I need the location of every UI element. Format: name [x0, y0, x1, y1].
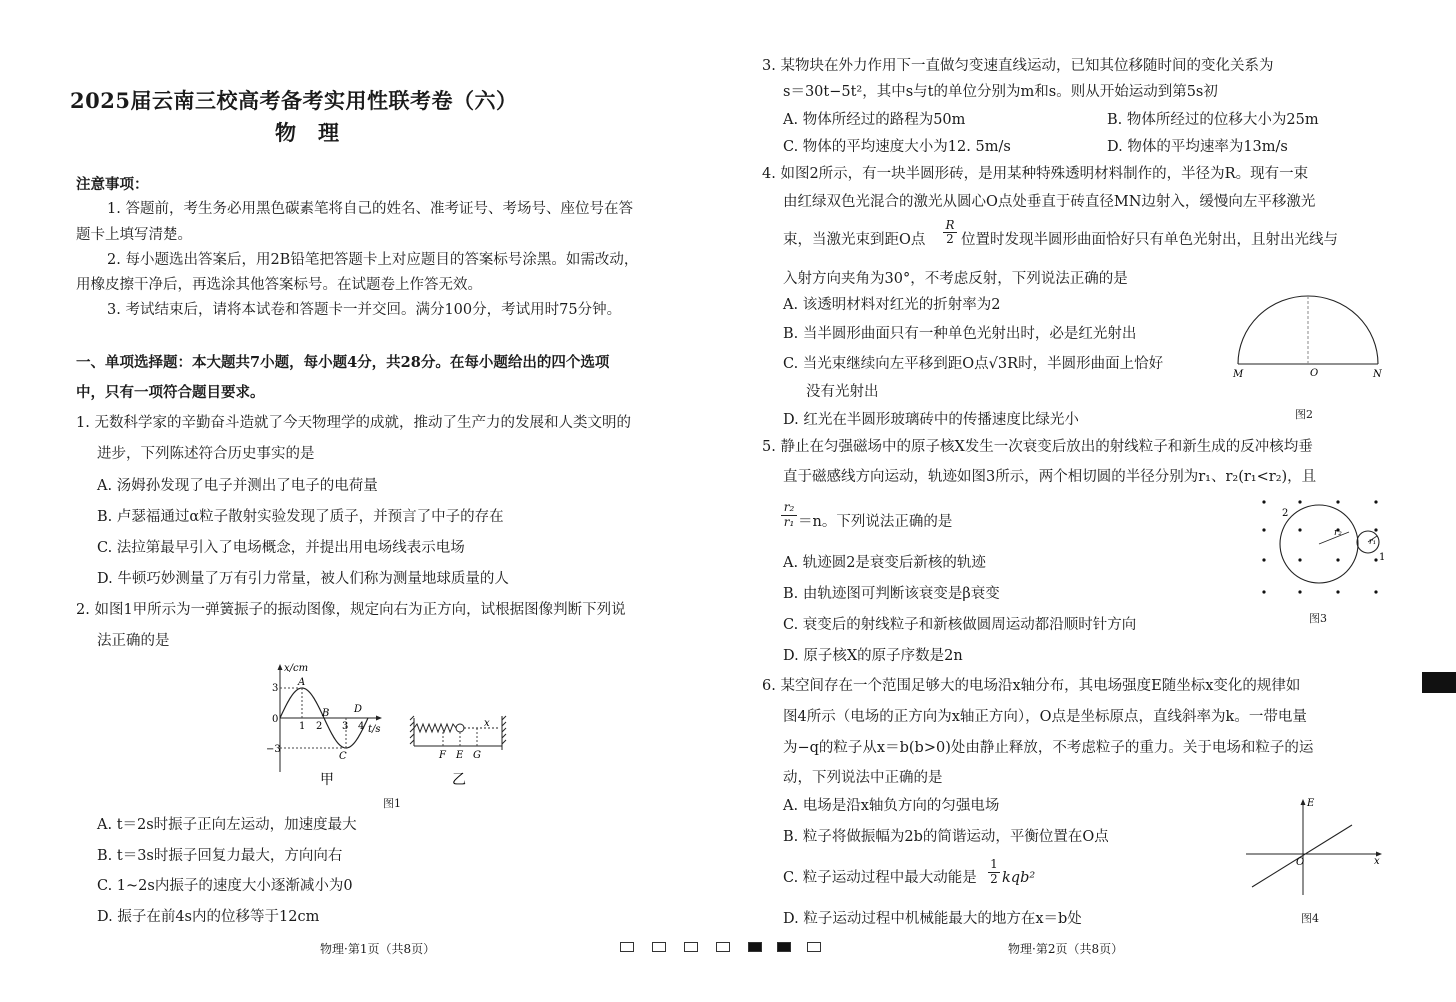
- section-heading-cont: 中，只有一项符合题目要求。: [76, 384, 265, 401]
- field-dot: [1374, 590, 1377, 593]
- q1-option-d: D. 牛顿巧妙测量了万有引力常量，被人们称为测量地球质量的人: [97, 571, 509, 587]
- fig1-ylabel: x/cm: [284, 663, 309, 674]
- fig2-caption: 图2: [1295, 408, 1313, 421]
- q4-option-a: A. 该透明材料对红光的折射率为2: [783, 297, 1001, 313]
- footer-right: 物理·第2页（共8页）: [1008, 942, 1124, 956]
- notice-item-3: 3. 考试结束后，请将本试卷和答题卡一并交回。满分100分，考试用时75分钟。: [107, 302, 622, 318]
- fig4-label-x: x: [1374, 856, 1380, 867]
- fig3-label-r2: r₂: [1334, 528, 1342, 538]
- figure-1: [262, 660, 512, 792]
- fig4-label-e: E: [1307, 798, 1315, 809]
- fig1-xtick-4: 4: [358, 721, 365, 732]
- q4-option-b: B. 当半圆形曲面只有一种单色光射出时，必是红光射出: [783, 326, 1137, 342]
- q3-option-d: D. 物体的平均速率为13m/s: [1107, 139, 1288, 155]
- spring-label-g: G: [473, 750, 481, 761]
- q6-option-c-tail: kqb²: [1002, 870, 1036, 886]
- q4-stem-4: 入射方向夹角为30°，不考虑反射，下列说法正确的是: [783, 271, 1128, 287]
- fig2-label-m: M: [1233, 369, 1244, 380]
- side-tab-marker: [1422, 672, 1456, 693]
- fig1-label-yi: 乙: [452, 772, 466, 788]
- q6-frac-den: 2: [990, 871, 998, 886]
- page-mark-6: [777, 942, 791, 952]
- q6-option-a: A. 电场是沿x轴负方向的匀强电场: [783, 798, 1000, 814]
- q3-option-c: C. 物体的平均速度大小为12. 5m/s: [783, 139, 1011, 155]
- fig2-label-o: O: [1310, 368, 1319, 379]
- q6-fraction: [988, 858, 1000, 887]
- q4-frac-den: 2: [946, 232, 954, 247]
- fig4-line: [1252, 825, 1352, 887]
- footer-left: 物理·第1页（共8页）: [320, 942, 436, 956]
- fig1-spring-diagram: [410, 716, 506, 761]
- figure-3: [1252, 494, 1392, 604]
- q5-stem: 5. 静止在匀强磁场中的原子核X发生一次衰变后放出的射线粒子和新生成的反冲核均垂: [762, 439, 1313, 455]
- q3-option-b: B. 物体所经过的位移大小为25m: [1107, 112, 1319, 128]
- fig1-point-c: C: [339, 751, 347, 762]
- q4-stem-2: 由红绿双色光混合的激光从圆心O点处垂直于砖直径MN边射入，缓慢向左平移激光: [783, 194, 1316, 210]
- field-dot: [1262, 528, 1265, 531]
- q2-stem-cont: 法正确的是: [97, 633, 170, 649]
- notice-item-2-cont: 用橡皮擦干净后，再选涂其他答案标号。在试题卷上作答无效。: [76, 277, 482, 293]
- fig1-origin: 0: [272, 714, 279, 725]
- q6-stem-4: 动，下列说法中正确的是: [783, 770, 943, 786]
- q4-frac-num: R: [943, 219, 957, 233]
- page-mark-4: [716, 942, 730, 952]
- fig1-point-d: D: [354, 704, 363, 715]
- figure-2: [1230, 292, 1386, 386]
- spring-label-f: F: [439, 750, 446, 761]
- page-mark-3: [684, 942, 698, 952]
- fig1-point-b: B: [322, 708, 330, 719]
- field-dot: [1298, 528, 1301, 531]
- q5-option-c: C. 衰变后的射线粒子和新核做圆周运动都沿顺时针方向: [783, 617, 1137, 633]
- field-dot: [1298, 500, 1301, 503]
- q1-option-b: B. 卢瑟福通过α粒子散射实验发现了质子，并预言了中子的存在: [97, 509, 504, 525]
- q1-stem-cont: 进步，下列陈述符合历史事实的是: [97, 446, 315, 462]
- field-dot: [1336, 590, 1339, 593]
- notice-item-1: 1. 答题前，考生务必用黑色碳素笔将自己的姓名、准考证号、考场号、座位号在答: [107, 201, 633, 217]
- section-heading: 一、单项选择题：本大题共7小题，每小题4分，共28分。在每小题给出的四个选项: [76, 354, 610, 371]
- page-mark-5: [748, 942, 762, 952]
- q1-stem: 1. 无数科学家的辛勤奋斗造就了今天物理学的成就，推动了生产力的发展和人类文明的: [76, 415, 631, 431]
- q6-option-d: D. 粒子运动过程中机械能最大的地方在x＝b处: [783, 911, 1082, 927]
- fig3-label-r1: r₁: [1369, 537, 1377, 546]
- fig2-label-n: N: [1373, 369, 1382, 380]
- q6-stem-3: 为−q的粒子从x＝b(b>0)处由静止释放，不考虑粒子的重力。关于电场和粒子的运: [783, 740, 1314, 756]
- q4-option-c: C. 当光束继续向左平移到距O点√3R时，半圆形曲面上恰好: [783, 356, 1164, 372]
- q6-option-b: B. 粒子将做振幅为2b的简谐运动，平衡位置在O点: [783, 829, 1109, 845]
- page-mark-1: [620, 942, 634, 952]
- q2-stem: 2. 如图1甲所示为一弹簧振子的振动图像，规定向右为正方向，试根据图像判断下列说: [76, 602, 626, 618]
- q5-fraction: [781, 501, 797, 530]
- field-dot: [1298, 590, 1301, 593]
- field-dot: [1374, 500, 1377, 503]
- q5-stem-3: ＝n。下列说法正确的是: [798, 514, 953, 530]
- q3-stem-cont: s＝30t−5t²，其中s与t的单位分别为m和s。则从开始运动到第5s初: [783, 84, 1218, 100]
- q4-option-d: D. 红光在半圆形玻璃砖中的传播速度比绿光小: [783, 412, 1079, 428]
- q4-fraction: [943, 219, 957, 246]
- field-dot: [1262, 558, 1265, 561]
- q2-option-b: B. t＝3s时振子回复力最大，方向向右: [97, 848, 343, 864]
- fig1-label-jia: 甲: [320, 772, 334, 788]
- notice-heading: 注意事项：: [76, 176, 149, 193]
- page-mark-7: [807, 942, 821, 952]
- q1-option-c: C. 法拉第最早引入了电场概念，并提出用电场线表示电场: [97, 540, 465, 556]
- q2-option-c: C. 1~2s内振子的速度大小逐渐减小为0: [97, 878, 353, 894]
- figure-4: [1240, 795, 1386, 899]
- fig3-label-2: 2: [1282, 508, 1289, 519]
- page-mark-2: [652, 942, 666, 952]
- notice-item-2: 2. 每小题选出答案后，用2B铅笔把答题卡上对应题目的答案标号涂黑。如需改动，: [107, 252, 639, 268]
- field-dot: [1298, 558, 1301, 561]
- field-dot: [1336, 558, 1339, 561]
- fig3-caption: 图3: [1309, 612, 1327, 625]
- exam-subject: 物理: [275, 120, 361, 145]
- q2-option-a: A. t＝2s时振子正向左运动，加速度最大: [97, 817, 357, 833]
- fig1-xlabel: t/s: [368, 724, 381, 735]
- q3-stem: 3. 某物块在外力作用下一直做匀变速直线运动，已知其位移随时间的变化关系为: [762, 58, 1274, 74]
- q4-stem-3a: 束，当激光束到距O点: [783, 232, 926, 248]
- spring-label-x: x: [484, 718, 490, 729]
- q2-option-d: D. 振子在前4s内的位移等于12cm: [97, 909, 320, 925]
- q5-frac-den: r₁: [783, 514, 795, 529]
- fig1-ytick-bottom: −3: [266, 744, 281, 755]
- field-dot: [1262, 590, 1265, 593]
- fig1-ytick-top: 3: [272, 683, 279, 694]
- q3-option-a: A. 物体所经过的路程为50m: [783, 112, 966, 128]
- fig1-caption: 图1: [383, 797, 401, 810]
- q6-stem-2: 图4所示（电场的正方向为x轴正方向），O点是坐标原点，直线斜率为k。一带电量: [783, 709, 1307, 725]
- q5-frac-num: r₂: [781, 501, 797, 516]
- spring-label-e: E: [456, 750, 464, 761]
- field-dot: [1374, 528, 1377, 531]
- fig1-xtick-1: 1: [299, 721, 306, 732]
- fig1-xtick-2: 2: [316, 721, 323, 732]
- exam-title: 2025届云南三校高考备考实用性联考卷（六）: [70, 88, 518, 113]
- q6-option-c: C. 粒子运动过程中最大动能是: [783, 870, 977, 886]
- fig4-caption: 图4: [1301, 912, 1319, 925]
- notice-item-1-cont: 题卡上填写清楚。: [76, 227, 192, 243]
- fig1-point-a: A: [298, 677, 306, 688]
- field-dot: [1262, 500, 1265, 503]
- fig4-label-o: O: [1296, 857, 1305, 868]
- q4-stem: 4. 如图2所示，有一块半圆形砖，是用某种特殊透明材料制作的，半径为R。现有一束: [762, 166, 1309, 182]
- field-dot: [1336, 500, 1339, 503]
- q6-stem: 6. 某空间存在一个范围足够大的电场沿x轴分布，其电场强度E随坐标x变化的规律如: [762, 678, 1301, 694]
- q5-option-d: D. 原子核X的原子序数是2n: [783, 648, 963, 664]
- q4-option-c-cont: 没有光射出: [806, 384, 879, 400]
- fig1-graph: [266, 663, 382, 772]
- fig1-xtick-3: 3: [342, 721, 349, 732]
- q6-frac-num: 1: [988, 858, 1000, 873]
- q1-option-a: A. 汤姆孙发现了电子并测出了电子的电荷量: [97, 478, 378, 494]
- q4-stem-3b: 位置时发现半圆形曲面恰好只有单色光射出，且射出光线与: [961, 232, 1338, 248]
- q5-option-b: B. 由轨迹图可判断该衰变是β衰变: [783, 586, 1000, 602]
- q5-stem-2: 直于磁感线方向运动，轨迹如图3所示，两个相切圆的半径分别为r₁、r₂(r₁<r₂)，且: [783, 469, 1317, 485]
- field-dot: [1374, 558, 1377, 561]
- fig3-label-1: 1: [1379, 552, 1386, 563]
- q5-option-a: A. 轨迹圆2是衰变后新核的轨迹: [783, 555, 986, 571]
